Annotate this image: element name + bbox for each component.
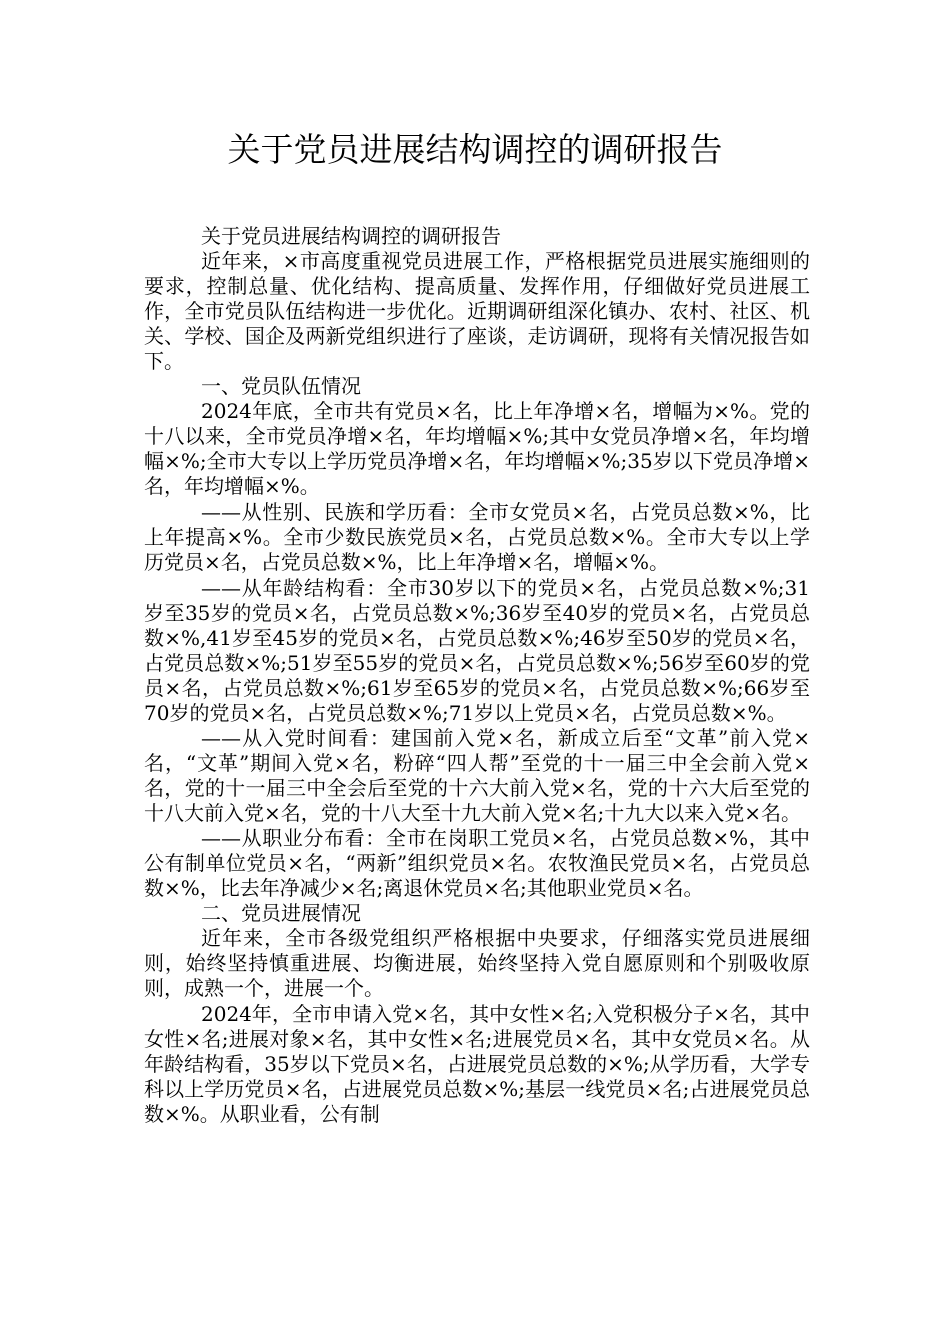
paragraph-member-overview: 2024年底，全市共有党员×名，比上年净增×名，增幅为×%。党的十八以来，全市党员净增×名，年均增幅×%;其中女党员净增×名，年均增幅×%;全市大专以上学历党员净增×名，年均增幅×%;35岁以下党员净增×名，年均增幅×%。 bbox=[144, 399, 810, 498]
section-heading-2: 二、党员进展情况 bbox=[201, 901, 361, 925]
paragraph-age-structure: ——从年龄结构看：全市30岁以下的党员×名，占党员总数×%;31岁至35岁的党员×名，占党员总数×%;36岁至40岁的党员×名，占党员总数×%,41岁至45岁的党员×名，占党员总数×%;46岁至50岁的党员×名，占党员总数×%;51岁至55岁的党员×名，占党员总数×%;56岁至60岁的党员×名，占党员总数×%;61岁至65岁的党员×名，占党员总数×%;66岁至70岁的党员×名，占党员总数×%;71岁以上党员×名，占党员总数×%。 bbox=[144, 576, 810, 725]
paragraph-repeated-title: 关于党员进展结构调控的调研报告 bbox=[201, 224, 501, 248]
paragraph-joining-time: ——从入党时间看：建国前入党×名，新成立后至“文革”前入党×名，“文革”期间入党×名，粉碎“四人帮”至党的十一届三中全会前入党×名，党的十一届三中全会后至党的十六大前入党×名，党的十六大后至党的十八大前入党×名，党的十八大至十九大前入党×名;十九大以来入党×名。 bbox=[144, 726, 810, 825]
document-body bbox=[144, 224, 810, 1127]
paragraph-development-2024: 2024年，全市申请入党×名，其中女性×名;入党积极分子×名，其中女性×名;进展对象×名，其中女性×名;进展党员×名，其中女党员×名。从年龄结构看，35岁以下党员×名，占进展党员总数的×%;从学历看，大学专科以上学历党员×名，占进展党员总数×%;基层一线党员×名;占进展党员总数×%。从职业看，公有制 bbox=[144, 1002, 810, 1126]
paragraph-gender-ethnicity-education: ——从性别、民族和学历看：全市女党员×名，占党员总数×%，比上年提高×%。全市少数民族党员×名，占党员总数×%。全市大专以上学历党员×名，占党员总数×%，比上年净增×名，增幅×%。 bbox=[144, 500, 810, 574]
paragraph-occupation: ——从职业分布看：全市在岗职工党员×名，占党员总数×%，其中公有制单位党员×名，“两新”组织党员×名。农牧渔民党员×名，占党员总数×%，比去年净减少×名;离退休党员×名;其他职业党员×名。 bbox=[144, 826, 810, 900]
section-heading-1: 一、党员队伍情况 bbox=[201, 374, 361, 398]
paragraph-intro: 近年来，×市高度重视党员进展工作，严格根据党员进展实施细则的要求，控制总量、优化结构、提高质量、发挥作用，仔细做好党员进展工作，全市党员队伍结构进一步优化。近期调研组深化镇办、农村、社区、机关、学校、国企及两新党组织进行了座谈，走访调研，现将有关情况报告如下。 bbox=[144, 249, 810, 373]
paragraph-development-principles: 近年来，全市各级党组织严格根据中央要求，仔细落实党员进展细则，始终坚持慎重进展、均衡进展，始终坚持入党自愿原则和个别吸收原则，成熟一个，进展一个。 bbox=[144, 926, 810, 1000]
document-title: 关于党员进展结构调控的调研报告 bbox=[227, 130, 723, 169]
